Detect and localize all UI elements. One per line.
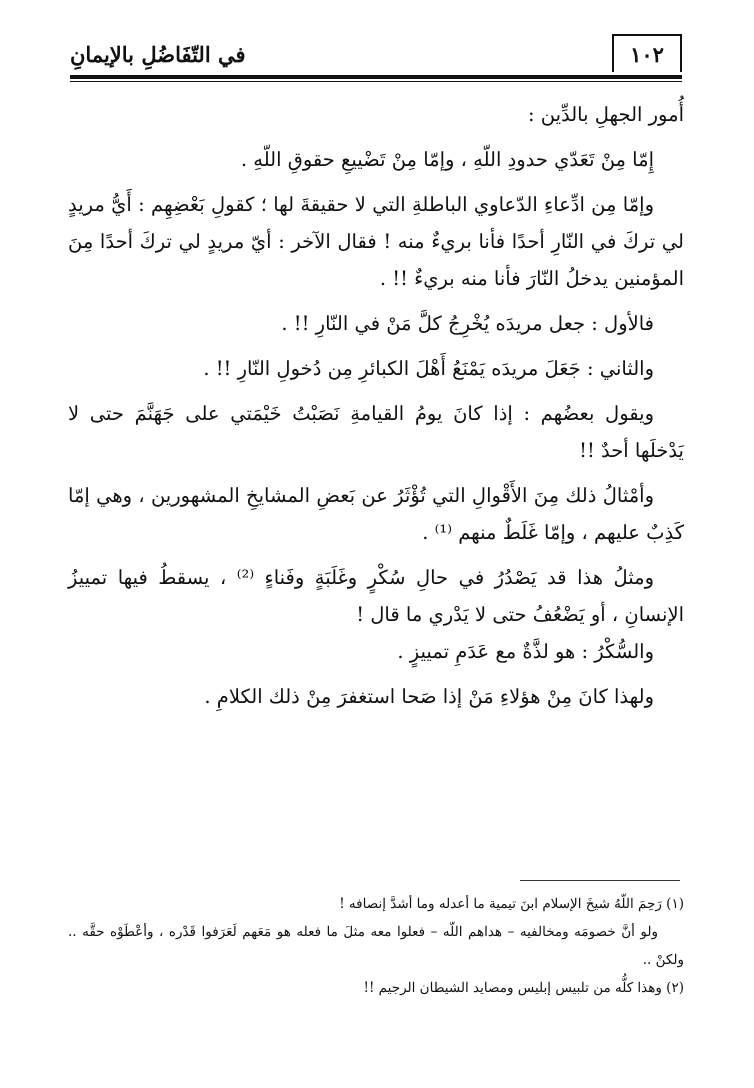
paragraph: أُمور الجهلِ بالدِّين :	[527, 103, 684, 126]
running-header	[70, 34, 682, 78]
page-number: ١٠٢	[612, 34, 682, 72]
header-rule-thin	[70, 81, 682, 82]
paragraph: ولهذا كانَ مِنْ هؤلاءِ مَنْ إذا صَحا استغفرَ مِنْ ذلك الكلامِ .	[204, 685, 654, 708]
footnote: (١) رَحِمَ اللّهُ شيخَ الإسلام ابنَ تيمية ما أعدله وما أشدَّ إنصافه !	[339, 896, 684, 912]
paragraph: فالأول : جعل مريدَه يُخْرِجُ كلَّ مَنْ في النّارِ !! .	[281, 312, 654, 335]
paragraph: إِمّا مِنْ تَعَدّي حدودِ اللّهِ ، وإمّا مِنْ تَضْييعِ حقوقِ اللّهِ .	[240, 148, 654, 171]
paragraph: والثاني : جَعَلَ مريدَه يَمْنَعُ أَهْلَ الكبائرِ مِن دُخولِ النّارِ !! .	[203, 357, 654, 380]
footnote: (٢) وهذا كلُّه من تلبيس إبليس ومصايد الشيطان الرجيم !!	[363, 980, 684, 996]
paragraph: وأمْثالُ ذلك مِنَ الأَقْوالِ التي تُؤْثَرُ عن بَعضِ المشايخِ المشهورين ، وهي إمّا كَذِبٌ عليهم ، وإمّا غَلَطٌ منهم ⁽¹⁾ .	[68, 484, 684, 544]
paragraph: وإمّا مِن ادِّعاءِ الدّعاوي الباطلةِ التي لا حقيقةَ لها ؛ كقولِ بَعْضِهِم : أَيُّ مريدٍ لي تركَ في النّارِ أحدًا فأنا بريءٌ منه ! فقال الآخر : أيّ مريدٍ لي تركَ أحدًا مِنَ المؤمنين يدخلُ النّارَ فأنا منه بريءٌ !! .	[68, 193, 684, 290]
chapter-title: في التّفَاضُلِ بالإيمانِ	[70, 42, 246, 67]
main-text	[68, 96, 684, 715]
header-rule-thick	[70, 75, 682, 79]
paragraph: ومثلُ هذا قد يَصْدُرُ في حالِ سُكْرٍ وغَلَبَةٍ وفَناءٍ ⁽²⁾ ، يسقطُ فيها تمييزُ الإنسانِ ، أو يَضْعُفُ حتى لا يَدْري ما قال !	[68, 566, 684, 626]
footnotes	[68, 890, 684, 1002]
paragraph: والسُّكْرُ : هو لذَّةٌ مع عَدَمِ تمييزٍ .	[397, 640, 654, 663]
footnote-continuation: ولو أنَّ خصومَه ومخالفيه – هداهم اللّه – فعلوا معه مثلَ ما فعله هو مَعَهم لَعَرَفوا قَدْره ، وأعْطَوْه حقَّه .. ولكنْ ..	[68, 924, 684, 968]
footnote-separator	[520, 880, 680, 881]
paragraph: ويقول بعضُهم : إذا كانَ يومُ القيامةِ نَصَبْتُ خَيْمَتي على جَهَنَّمَ حتى لا يَدْخلَها أحدٌ !!	[68, 402, 684, 462]
